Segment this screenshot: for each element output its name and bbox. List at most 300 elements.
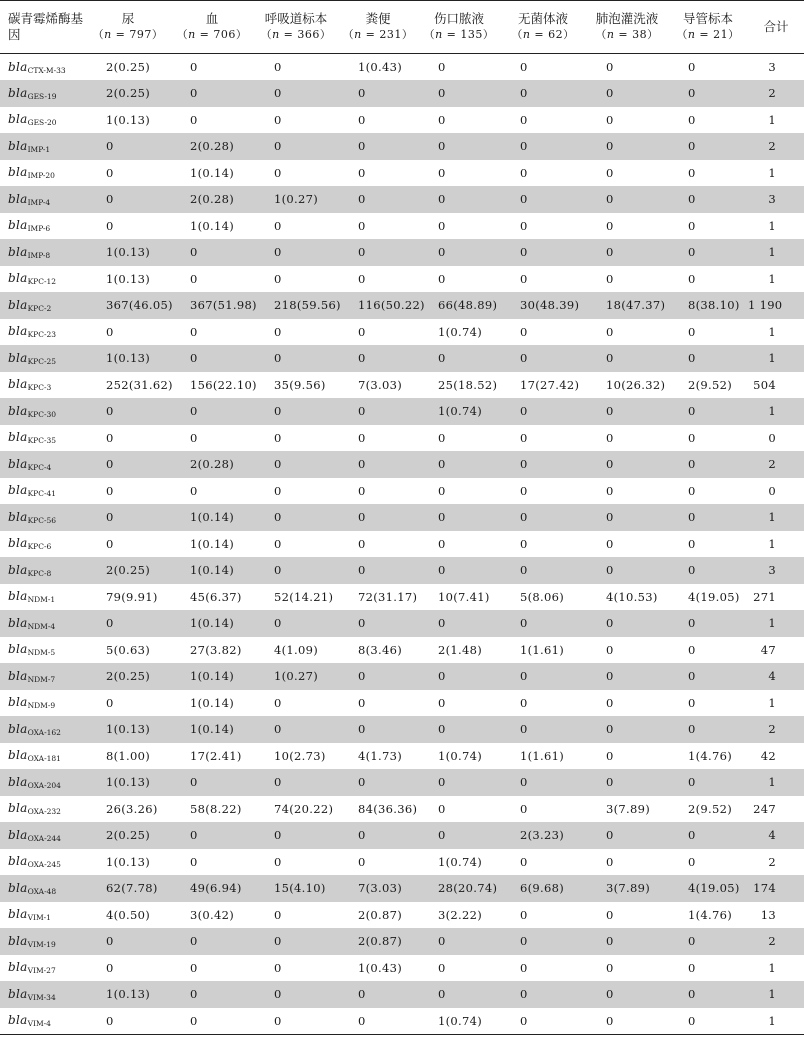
gene-cell [0,186,86,213]
header-sample-size: （n = 135） [423,28,495,41]
gene-variant: VIM-34 [27,992,56,1002]
value-cell: 0 [438,536,446,551]
value-cell: 4(19.05) [688,589,740,604]
gene-variant: KPC-35 [27,436,57,446]
value-cell: 0 [438,801,446,816]
total-cell: 3 [768,563,776,578]
value-cell: 0 [438,351,446,366]
gene-prefix: bla [8,377,28,392]
value-cell: 0 [688,324,696,339]
value-cell: 0 [606,960,614,975]
table-row [0,769,804,796]
value-cell: 52(14.21) [274,589,334,604]
table-row [0,743,804,770]
gene-variant: VIM-27 [27,966,56,976]
value-cell: 0 [606,324,614,339]
total-cell: 2 [768,854,776,869]
value-cell: 26(3.26) [106,801,158,816]
value-cell: 0 [688,642,696,657]
value-cell: 0 [606,510,614,525]
value-cell: 0 [358,854,366,869]
value-cell: 0 [190,404,198,419]
value-cell: 0 [606,430,614,445]
total-cell: 0 [768,483,776,498]
value-cell: 0 [190,245,198,260]
header-n-value: 135 [460,28,483,41]
value-cell: 0 [106,430,114,445]
value-cell: 0 [190,86,198,101]
value-cell: 2(0.28) [190,139,234,154]
value-cell: 0 [688,112,696,127]
value-cell: 84(36.36) [358,801,418,816]
table-row [0,955,804,982]
gene-cell [0,319,86,346]
total-cell: 0 [768,430,776,445]
value-cell: 0 [438,722,446,737]
value-cell: 0 [606,86,614,101]
value-cell: 0 [106,960,114,975]
table-row [0,716,804,743]
table-row [0,1008,804,1035]
gene-cell [0,743,86,770]
header-specimen-4 [338,1,418,54]
value-cell: 0 [438,86,446,101]
total-cell: 2 [768,934,776,949]
gene-variant: OXA-244 [27,833,61,843]
value-cell: 0 [520,616,528,631]
value-cell: 0 [520,907,528,922]
gene-cell [0,425,86,452]
n-symbol: n [522,28,531,41]
value-cell: 0 [438,960,446,975]
value-cell: 1(1.61) [520,748,564,763]
table-row [0,796,804,823]
value-cell: 0 [274,245,282,260]
value-cell: 0 [520,722,528,737]
value-cell: 1(0.43) [358,60,402,74]
value-cell: 0 [274,722,282,737]
value-cell: 0 [106,192,114,207]
gene-cell [0,849,86,876]
value-cell: 0 [688,351,696,366]
gene-cell [0,610,86,637]
value-cell: 0 [438,112,446,127]
table-row [0,345,804,372]
value-cell: 1(0.74) [438,1013,482,1028]
value-cell: 0 [520,430,528,445]
value-cell: 4(10.53) [606,589,658,604]
value-cell: 1(0.14) [190,510,234,525]
value-cell: 0 [190,934,198,949]
total-cell: 1 [768,1013,776,1028]
value-cell: 2(0.25) [106,669,150,684]
value-cell: 45(6.37) [190,589,242,604]
value-cell: 0 [688,218,696,233]
value-cell: 0 [274,854,282,869]
value-cell: 0 [274,86,282,101]
table-row [0,266,804,293]
table-row [0,425,804,452]
value-cell: 0 [190,775,198,790]
value-cell: 252(31.62) [106,377,173,392]
table-row [0,584,804,611]
value-cell: 5(8.06) [520,589,564,604]
gene-prefix: bla [8,827,28,842]
value-cell: 66(48.89) [438,298,498,313]
value-cell: 0 [606,271,614,286]
value-cell: 2(1.48) [438,642,482,657]
gene-variant: NDM-4 [27,621,56,631]
value-cell: 74(20.22) [274,801,334,816]
value-cell: 156(22.10) [190,377,257,392]
total-cell: 1 [768,324,776,339]
total-cell: 504 [753,377,776,392]
value-cell: 4(19.05) [688,881,740,896]
gene-prefix: bla [8,165,28,180]
gene-variant: OXA-48 [27,886,57,896]
value-cell: 0 [190,324,198,339]
gene-prefix: bla [8,854,28,869]
value-cell: 0 [274,960,282,975]
total-cell: 47 [760,642,776,657]
value-cell: 0 [438,987,446,1002]
header-specimen-2 [170,1,254,54]
header-n-value: 797 [129,28,152,41]
value-cell: 27(3.82) [190,642,242,657]
gene-cell [0,107,86,134]
header-sample-size: （n = 231） [342,28,414,41]
gene-prefix: bla [8,960,28,975]
value-cell: 8(38.10) [688,298,740,313]
value-cell: 0 [688,430,696,445]
value-cell: 0 [688,483,696,498]
value-cell: 0 [606,1013,614,1028]
gene-prefix: bla [8,801,28,816]
value-cell: 0 [688,616,696,631]
value-cell: 0 [606,934,614,949]
total-cell: 1 [768,616,776,631]
gene-variant: GES-19 [27,91,57,101]
value-cell: 0 [606,616,614,631]
value-cell: 0 [438,60,446,74]
table-row [0,690,804,717]
gene-variant: IMP-4 [27,197,51,207]
value-cell: 0 [520,695,528,710]
table-row [0,107,804,134]
value-cell: 1(4.76) [688,748,732,763]
table-row [0,398,804,425]
value-cell: 0 [520,960,528,975]
value-cell: 0 [688,192,696,207]
total-cell: 174 [753,881,776,896]
value-cell: 2(9.52) [688,801,732,816]
gene-cell [0,213,86,240]
header-specimen-7 [586,1,668,54]
value-cell: 0 [274,828,282,843]
gene-cell [0,292,86,319]
value-cell: 72(31.17) [358,589,418,604]
value-cell: 0 [274,1013,282,1028]
value-cell: 0 [606,536,614,551]
total-cell: 4 [768,828,776,843]
value-cell: 0 [606,404,614,419]
value-cell: 0 [438,165,446,180]
gene-prefix: bla [8,615,28,630]
header-gene [0,1,86,54]
gene-prefix: bla [8,695,28,710]
table-row [0,160,804,187]
value-cell: 0 [688,934,696,949]
gene-variant: IMP-8 [27,250,51,260]
value-cell: 0 [520,457,528,472]
value-cell: 0 [606,907,614,922]
n-symbol: n [687,28,696,41]
value-cell: 2(0.25) [106,86,150,101]
value-cell: 0 [358,483,366,498]
gene-variant: OXA-181 [27,754,61,764]
header-specimen-8 [668,1,748,54]
value-cell: 7(3.03) [358,881,402,896]
gene-variant: KPC-2 [27,303,52,313]
gene-variant: KPC-12 [27,277,57,287]
gene-prefix: bla [8,880,28,895]
gene-prefix: bla [8,589,28,604]
gene-variant: NDM-7 [27,674,56,684]
value-cell: 116(50.22) [358,298,425,313]
value-cell: 0 [438,934,446,949]
gene-variant: KPC-25 [27,356,57,366]
value-cell: 0 [106,324,114,339]
value-cell: 0 [438,483,446,498]
value-cell: 1(0.14) [190,218,234,233]
table-row [0,928,804,955]
header-n-value: 62 [548,28,564,41]
value-cell: 0 [688,695,696,710]
n-symbol: n [188,28,196,41]
gene-variant: KPC-4 [27,462,52,472]
n-symbol: n [606,28,615,41]
value-cell: 0 [106,616,114,631]
value-cell: 0 [190,351,198,366]
gene-variant: IMP-1 [27,144,51,154]
n-symbol: n [435,28,443,41]
value-cell: 0 [274,324,282,339]
table-row [0,319,804,346]
table-row [0,849,804,876]
value-cell: 10(2.73) [274,748,326,763]
value-cell: 0 [438,430,446,445]
total-cell: 4 [768,669,776,684]
gene-cell [0,531,86,558]
table-row [0,504,804,531]
table-row [0,663,804,690]
gene-cell [0,451,86,478]
table-row [0,133,804,160]
gene-cell [0,637,86,664]
value-cell: 0 [438,616,446,631]
total-cell: 1 [768,165,776,180]
value-cell: 1(0.13) [106,987,150,1002]
header-n-value: 21 [713,28,729,41]
value-cell: 0 [606,722,614,737]
gene-prefix: bla [8,244,28,259]
value-cell: 1(0.74) [438,748,482,763]
value-cell: 0 [358,165,366,180]
gene-cell [0,928,86,955]
value-cell: 0 [520,60,528,74]
value-cell: 0 [358,616,366,631]
value-cell: 0 [358,669,366,684]
value-cell: 0 [606,192,614,207]
total-cell: 2 [768,86,776,101]
value-cell: 0 [688,165,696,180]
value-cell: 0 [688,960,696,975]
value-cell: 1(0.13) [106,271,150,286]
gene-variant: NDM-5 [27,648,56,658]
gene-cell [0,875,86,902]
gene-cell [0,80,86,107]
total-cell: 1 [768,351,776,366]
value-cell: 1(0.14) [190,165,234,180]
value-cell: 0 [358,404,366,419]
value-cell: 0 [688,271,696,286]
value-cell: 0 [606,483,614,498]
value-cell: 0 [520,218,528,233]
gene-cell [0,716,86,743]
value-cell: 0 [606,748,614,763]
value-cell: 0 [274,430,282,445]
value-cell: 2(0.28) [190,457,234,472]
gene-variant: GES-20 [27,118,57,128]
value-cell: 2(0.25) [106,828,150,843]
value-cell: 0 [438,563,446,578]
value-cell: 0 [358,245,366,260]
value-cell: 0 [606,139,614,154]
value-cell: 7(3.03) [358,377,402,392]
value-cell: 1(0.74) [438,854,482,869]
value-cell: 0 [358,218,366,233]
gene-cell [0,504,86,531]
gene-prefix: bla [8,271,28,286]
value-cell: 0 [520,192,528,207]
value-cell: 0 [274,907,282,922]
value-cell: 0 [438,510,446,525]
value-cell: 0 [274,536,282,551]
gene-cell [0,398,86,425]
value-cell: 62(7.78) [106,881,158,896]
value-cell: 10(26.32) [606,377,666,392]
value-cell: 1(0.74) [438,404,482,419]
total-cell: 2 [768,722,776,737]
value-cell: 0 [520,854,528,869]
value-cell: 0 [688,510,696,525]
value-cell: 0 [190,1013,198,1028]
value-cell: 1(0.14) [190,695,234,710]
value-cell: 0 [274,165,282,180]
total-cell: 1 [768,960,776,975]
total-cell: 1 190 [748,298,783,313]
table-row [0,54,804,81]
value-cell: 1(0.13) [106,245,150,260]
value-cell: 1(0.14) [190,616,234,631]
value-cell: 0 [606,218,614,233]
header-label: 肺泡灌洗液 [595,11,659,26]
value-cell: 5(0.63) [106,642,150,657]
value-cell: 0 [606,351,614,366]
gene-cell [0,822,86,849]
value-cell: 0 [438,695,446,710]
gene-cell [0,239,86,266]
total-cell: 1 [768,695,776,710]
value-cell: 0 [274,139,282,154]
value-cell: 2(9.52) [688,377,732,392]
gene-prefix: bla [8,483,28,498]
gene-cell [0,557,86,584]
gene-cell [0,1008,86,1035]
total-cell: 247 [753,801,776,816]
value-cell: 0 [438,271,446,286]
header-row [0,1,804,54]
value-cell: 1(0.13) [106,722,150,737]
value-cell: 8(1.00) [106,748,150,763]
value-cell: 0 [606,165,614,180]
header-sample-size: （n = 366） [260,28,332,41]
value-cell: 0 [358,563,366,578]
value-cell: 1(1.61) [520,642,564,657]
value-cell: 0 [438,775,446,790]
value-cell: 0 [688,722,696,737]
value-cell: 0 [358,457,366,472]
value-cell: 0 [106,404,114,419]
total-cell: 1 [768,245,776,260]
header-label: 伤口脓液 [433,11,484,26]
value-cell: 0 [358,695,366,710]
value-cell: 0 [520,351,528,366]
value-cell: 0 [358,510,366,525]
value-cell: 0 [274,695,282,710]
gene-variant: NDM-1 [27,595,56,605]
value-cell: 0 [438,828,446,843]
value-cell: 8(3.46) [358,642,402,657]
value-cell: 0 [274,271,282,286]
value-cell: 0 [190,854,198,869]
gene-prefix: bla [8,536,28,551]
value-cell: 3(7.89) [606,881,650,896]
value-cell: 0 [274,775,282,790]
header-n-value: 366 [297,28,320,41]
table-row [0,637,804,664]
total-cell: 1 [768,775,776,790]
value-cell: 2(0.87) [358,934,402,949]
value-cell: 0 [190,60,198,74]
table-body [0,54,804,1035]
value-cell: 0 [190,987,198,1002]
gene-prefix: bla [8,350,28,365]
value-cell: 0 [688,1013,696,1028]
table-row [0,372,804,399]
value-cell: 0 [520,112,528,127]
header-sample-size: （n = 38） [595,28,659,41]
value-cell: 0 [520,245,528,260]
value-cell: 1(0.13) [106,854,150,869]
value-cell: 0 [274,510,282,525]
value-cell: 17(2.41) [190,748,242,763]
value-cell: 0 [106,165,114,180]
gene-cell [0,902,86,929]
total-cell: 1 [768,987,776,1002]
value-cell: 0 [688,245,696,260]
gene-cell [0,584,86,611]
